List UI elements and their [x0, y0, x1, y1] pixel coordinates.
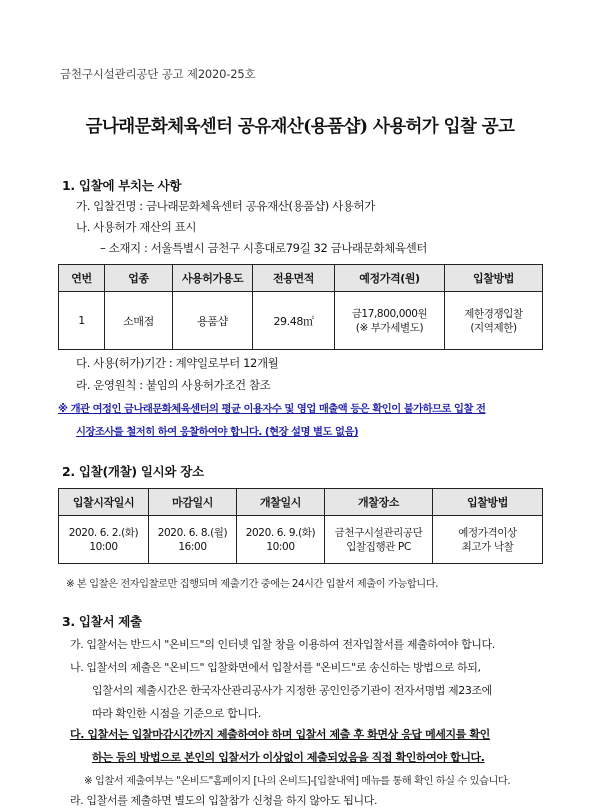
col-header-price: 예정가격(원): [335, 265, 445, 292]
section1-note-line2: [76, 423, 358, 438]
section1-location: – 소재지 : 서울특별시 금천구 시흥대로79길 32 금나래문화체육센터: [100, 241, 428, 255]
col-header-no: 연번: [59, 265, 105, 292]
cell-deadline-line1: 2020. 6. 8.(월): [157, 526, 228, 539]
cell-method: [433, 516, 543, 564]
section3-item-da-2: 하는 등의 방법으로 본인의 입찰서가 이상없이 제출되었음을 직접 확인하여야 합니다.: [92, 751, 485, 764]
cell-start-line2: 10:00: [89, 540, 118, 553]
schedule-table-header: [59, 489, 543, 516]
section3-item-na-1: 나. 입찰서의 제출은 "온비드" 입찰화면에서 입찰서를 "온비드"로 송신하는 방법으로 하되,: [70, 661, 481, 674]
table-row: [59, 292, 543, 350]
section1-item-na: 나. 사용허가 재산의 표시: [76, 220, 197, 234]
cell-price: [335, 292, 445, 350]
cell-method-line1: 예정가격이상: [458, 526, 517, 539]
cell-deadline: [149, 516, 237, 564]
cell-start-line1: 2020. 6. 2.(화): [68, 526, 139, 539]
property-table-header: [59, 265, 543, 292]
section1-heading: 1. 입찰에 부치는 사항: [62, 178, 182, 193]
cell-price-line1: 금17,800,000원: [351, 307, 428, 320]
section1-item-ga: 가. 입찰건명 : 금나래문화체육센터 공유재산(용품샵) 사용허가: [76, 199, 375, 213]
section1-note-text2: 시장조사를 철저히 하여 응찰하여야 합니다. (현장 설명 별도 없음): [76, 426, 359, 438]
cell-method-line1: 제한경쟁입찰: [464, 307, 523, 320]
col-header-deadline: 마감일시: [149, 489, 237, 516]
cell-place-line1: 금천구시설관리공단: [334, 526, 423, 539]
section3-item-ra: 라. 입찰서를 제출하면 별도의 입찰참가 신청을 하지 않아도 됩니다.: [70, 794, 378, 807]
cell-price-line2: (※ 부가세별도): [355, 321, 424, 334]
cell-business: 소매점: [105, 292, 173, 350]
section1-note-text1: ※ 개관 여정인 금나래문화체육센터의 평균 이용자수 및 영업 매출액 등은 확인이 불가하므로 입찰 전: [58, 403, 486, 415]
section2-heading: 2. 입찰(개찰) 일시와 장소: [62, 464, 204, 479]
col-header-area: 전용면적: [253, 265, 335, 292]
property-table: [58, 264, 543, 350]
cell-opening: [237, 516, 325, 564]
section3-item-na-3: 따라 확인한 시점을 기준으로 합니다.: [92, 707, 261, 720]
cell-place: [325, 516, 433, 564]
section3-item-da-1: 다. 입찰서는 입찰마감시간까지 제출하여야 하며 입찰서 제출 후 화면상 응답 메세지를 확인: [70, 728, 490, 741]
cell-deadline-line2: 16:00: [178, 540, 207, 553]
col-header-start: 입찰시작일시: [59, 489, 149, 516]
notice-number: 금천구시설관리공단 공고 제2020-25호: [60, 67, 256, 81]
cell-no: 1: [59, 292, 105, 350]
col-header-place: 개찰장소: [325, 489, 433, 516]
cell-start: [59, 516, 149, 564]
schedule-table: [58, 488, 543, 564]
cell-method-line2: (지역제한): [470, 321, 517, 334]
cell-method: [445, 292, 543, 350]
table-row: [59, 516, 543, 564]
col-header-method: 입찰방법: [445, 265, 543, 292]
section1-item-ra: 라. 운영원칙 : 붙임의 사용허가조건 참조: [76, 378, 271, 392]
section3-heading: 3. 입찰서 제출: [62, 614, 142, 629]
section3-item-na-2: 입찰서의 제출시간은 한국자산관리공사가 지정한 공인인증기관이 전자서명법 제23조에: [92, 684, 492, 697]
cell-place-line2: 입찰집행관 PC: [346, 540, 411, 553]
cell-opening-line2: 10:00: [266, 540, 295, 553]
section3-note: ※ 입찰서 제출여부는 "온비드"홈페이지 [나의 온비드]-[입찰내역] 메뉴를 통해 확인 하실 수 있습니다.: [84, 775, 511, 787]
col-header-opening: 개찰일시: [237, 489, 325, 516]
col-header-business: 업종: [105, 265, 173, 292]
section2-note: ※ 본 입찰은 전자입찰로만 집행되며 제출기간 중에는 24시간 입찰서 제출이 가능합니다.: [66, 578, 438, 590]
cell-area: 29.48㎡: [253, 292, 335, 350]
section1-note-line1: [58, 400, 485, 415]
section1-item-da: 다. 사용(허가)기간 : 계약일로부터 12개월: [76, 356, 279, 370]
page-title: 금나래문화체육센터 공유재산(용품샵) 사용허가 입찰 공고: [85, 117, 515, 137]
cell-use: 용품샵: [173, 292, 253, 350]
cell-method-line2: 최고가 낙찰: [461, 540, 514, 553]
section3-item-ga: 가. 입찰서는 반드시 "온비드"의 인터넷 입찰 창을 이용하여 전자입찰서를 제출하여야 합니다.: [70, 638, 495, 651]
cell-opening-line1: 2020. 6. 9.(화): [245, 526, 316, 539]
col-header-use: 사용허가용도: [173, 265, 253, 292]
col-header-method: 입찰방법: [433, 489, 543, 516]
